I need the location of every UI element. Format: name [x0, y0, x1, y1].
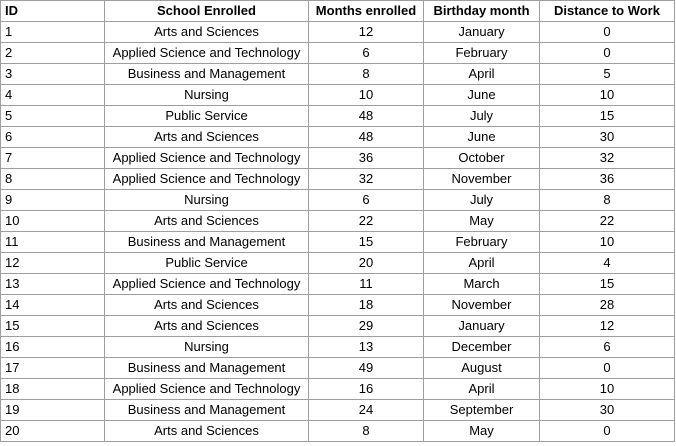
cell-id[interactable]: 18: [1, 379, 105, 400]
cell-birthday-month[interactable]: November: [424, 169, 540, 190]
cell-school-enrolled[interactable]: Nursing: [105, 190, 309, 211]
cell-birthday-month[interactable]: May: [424, 421, 540, 442]
cell-months-enrolled[interactable]: 29: [309, 316, 424, 337]
cell-distance-to-work[interactable]: 10: [540, 379, 675, 400]
cell-school-enrolled[interactable]: Arts and Sciences: [105, 421, 309, 442]
cell-school-enrolled[interactable]: Business and Management: [105, 358, 309, 379]
cell-birthday-month[interactable]: January: [424, 22, 540, 43]
cell-id[interactable]: 7: [1, 148, 105, 169]
header-birthday-month[interactable]: Birthday month: [424, 1, 540, 22]
cell-id[interactable]: 8: [1, 169, 105, 190]
table-row: [1, 232, 675, 253]
cell-id[interactable]: 5: [1, 106, 105, 127]
cell-distance-to-work[interactable]: 12: [540, 316, 675, 337]
cell-id[interactable]: 3: [1, 64, 105, 85]
cell-id[interactable]: 20: [1, 421, 105, 442]
cell-birthday-month[interactable]: February: [424, 43, 540, 64]
cell-birthday-month[interactable]: September: [424, 400, 540, 421]
cell-months-enrolled[interactable]: 36: [309, 148, 424, 169]
cell-id[interactable]: 11: [1, 232, 105, 253]
cell-birthday-month[interactable]: November: [424, 295, 540, 316]
cell-months-enrolled[interactable]: 13: [309, 337, 424, 358]
header-id[interactable]: ID: [1, 1, 105, 22]
table-row: [1, 253, 675, 274]
cell-school-enrolled[interactable]: Nursing: [105, 337, 309, 358]
table-row: [1, 190, 675, 211]
cell-school-enrolled[interactable]: Public Service: [105, 253, 309, 274]
table-row: [1, 43, 675, 64]
cell-birthday-month[interactable]: April: [424, 379, 540, 400]
cell-school-enrolled[interactable]: Applied Science and Technology: [105, 148, 309, 169]
cell-school-enrolled[interactable]: Business and Management: [105, 64, 309, 85]
cell-birthday-month[interactable]: February: [424, 232, 540, 253]
cell-months-enrolled[interactable]: 24: [309, 400, 424, 421]
cell-id[interactable]: 16: [1, 337, 105, 358]
cell-school-enrolled[interactable]: Nursing: [105, 85, 309, 106]
cell-id[interactable]: 15: [1, 316, 105, 337]
cell-months-enrolled[interactable]: 32: [309, 169, 424, 190]
cell-months-enrolled[interactable]: 48: [309, 127, 424, 148]
table-row: [1, 400, 675, 421]
cell-birthday-month[interactable]: January: [424, 316, 540, 337]
cell-distance-to-work[interactable]: 30: [540, 400, 675, 421]
header-school-enrolled[interactable]: School Enrolled: [105, 1, 309, 22]
cell-months-enrolled[interactable]: 22: [309, 211, 424, 232]
cell-school-enrolled[interactable]: Business and Management: [105, 232, 309, 253]
cell-months-enrolled[interactable]: 48: [309, 106, 424, 127]
cell-birthday-month[interactable]: March: [424, 274, 540, 295]
cell-birthday-month[interactable]: August: [424, 358, 540, 379]
cell-birthday-month[interactable]: April: [424, 253, 540, 274]
cell-distance-to-work[interactable]: 15: [540, 274, 675, 295]
table-row: [1, 421, 675, 442]
cell-id[interactable]: 6: [1, 127, 105, 148]
cell-distance-to-work[interactable]: 5: [540, 64, 675, 85]
cell-months-enrolled[interactable]: 49: [309, 358, 424, 379]
cell-birthday-month[interactable]: May: [424, 211, 540, 232]
cell-id[interactable]: 9: [1, 190, 105, 211]
cell-id[interactable]: 17: [1, 358, 105, 379]
cell-id[interactable]: 1: [1, 22, 105, 43]
cell-distance-to-work[interactable]: 0: [540, 358, 675, 379]
cell-months-enrolled[interactable]: 16: [309, 379, 424, 400]
cell-months-enrolled[interactable]: 6: [309, 190, 424, 211]
cell-distance-to-work[interactable]: 32: [540, 148, 675, 169]
table-row: [1, 337, 675, 358]
cell-birthday-month[interactable]: October: [424, 148, 540, 169]
cell-id[interactable]: 14: [1, 295, 105, 316]
cell-school-enrolled[interactable]: Applied Science and Technology: [105, 169, 309, 190]
table-row: [1, 358, 675, 379]
cell-months-enrolled[interactable]: 12: [309, 22, 424, 43]
cell-birthday-month[interactable]: December: [424, 337, 540, 358]
cell-birthday-month[interactable]: June: [424, 127, 540, 148]
cell-distance-to-work[interactable]: 10: [540, 232, 675, 253]
cell-distance-to-work[interactable]: 0: [540, 421, 675, 442]
cell-school-enrolled[interactable]: Applied Science and Technology: [105, 274, 309, 295]
cell-months-enrolled[interactable]: 8: [309, 421, 424, 442]
cell-school-enrolled[interactable]: Public Service: [105, 106, 309, 127]
cell-school-enrolled[interactable]: Arts and Sciences: [105, 22, 309, 43]
cell-birthday-month[interactable]: June: [424, 85, 540, 106]
header-row: [1, 1, 675, 22]
table-row: [1, 127, 675, 148]
cell-id[interactable]: 13: [1, 274, 105, 295]
cell-distance-to-work[interactable]: 22: [540, 211, 675, 232]
cell-birthday-month[interactable]: April: [424, 64, 540, 85]
table-row: [1, 22, 675, 43]
cell-months-enrolled[interactable]: 18: [309, 295, 424, 316]
cell-distance-to-work[interactable]: 10: [540, 85, 675, 106]
table-row: [1, 85, 675, 106]
table-row: [1, 379, 675, 400]
cell-months-enrolled[interactable]: 10: [309, 85, 424, 106]
table-row: [1, 169, 675, 190]
cell-distance-to-work[interactable]: 28: [540, 295, 675, 316]
cell-distance-to-work[interactable]: 8: [540, 190, 675, 211]
cell-birthday-month[interactable]: July: [424, 190, 540, 211]
table-row: [1, 295, 675, 316]
cell-school-enrolled[interactable]: Arts and Sciences: [105, 211, 309, 232]
cell-id[interactable]: 10: [1, 211, 105, 232]
cell-months-enrolled[interactable]: 11: [309, 274, 424, 295]
cell-distance-to-work[interactable]: 30: [540, 127, 675, 148]
header-distance-to-work[interactable]: Distance to Work: [540, 1, 675, 22]
cell-distance-to-work[interactable]: 4: [540, 253, 675, 274]
cell-school-enrolled[interactable]: Arts and Sciences: [105, 316, 309, 337]
table-row: [1, 106, 675, 127]
cell-months-enrolled[interactable]: 8: [309, 64, 424, 85]
cell-distance-to-work[interactable]: 0: [540, 22, 675, 43]
cell-months-enrolled[interactable]: 20: [309, 253, 424, 274]
cell-id[interactable]: 19: [1, 400, 105, 421]
cell-months-enrolled[interactable]: 6: [309, 43, 424, 64]
table-row: [1, 148, 675, 169]
cell-school-enrolled[interactable]: Arts and Sciences: [105, 295, 309, 316]
cell-distance-to-work[interactable]: 6: [540, 337, 675, 358]
table-row: [1, 211, 675, 232]
cell-id[interactable]: 2: [1, 43, 105, 64]
cell-school-enrolled[interactable]: Arts and Sciences: [105, 127, 309, 148]
cell-birthday-month[interactable]: July: [424, 106, 540, 127]
table-row: [1, 274, 675, 295]
table-row: [1, 64, 675, 85]
cell-distance-to-work[interactable]: 0: [540, 43, 675, 64]
cell-id[interactable]: 12: [1, 253, 105, 274]
table-body: [1, 22, 675, 442]
cell-distance-to-work[interactable]: 15: [540, 106, 675, 127]
header-months-enrolled[interactable]: Months enrolled: [309, 1, 424, 22]
cell-school-enrolled[interactable]: Applied Science and Technology: [105, 43, 309, 64]
cell-distance-to-work[interactable]: 36: [540, 169, 675, 190]
table-row: [1, 316, 675, 337]
cell-months-enrolled[interactable]: 15: [309, 232, 424, 253]
cell-school-enrolled[interactable]: Applied Science and Technology: [105, 379, 309, 400]
cell-school-enrolled[interactable]: Business and Management: [105, 400, 309, 421]
cell-id[interactable]: 4: [1, 85, 105, 106]
